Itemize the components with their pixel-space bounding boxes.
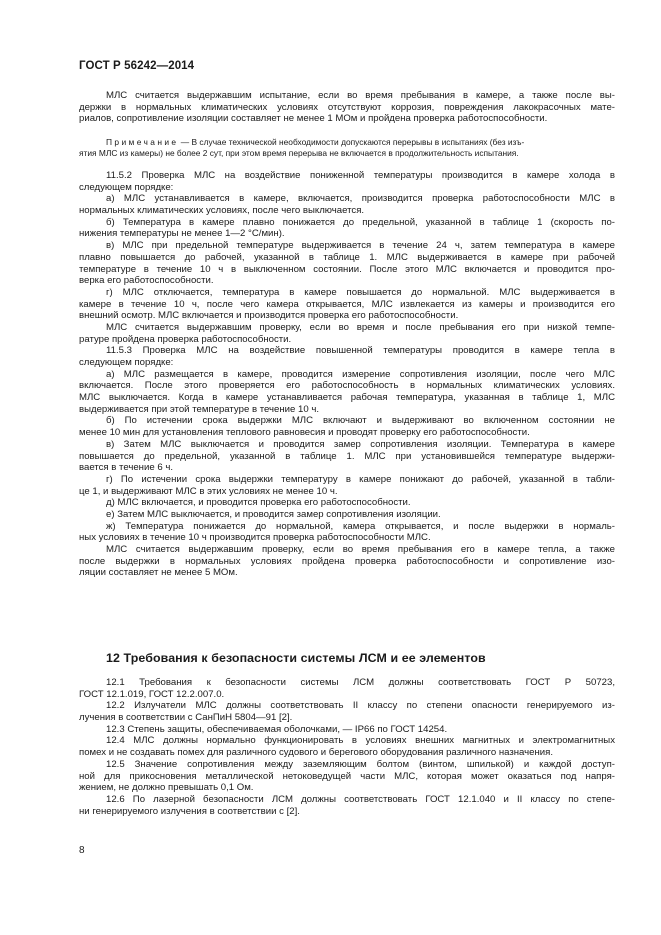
text-line: це 1, и выдерживают МЛС в этих условиях не менее 10 ч. [79,485,338,497]
paragraph [79,415,615,438]
text-line: после выдержки в нормальных условиях пройдена проверка работоспособности и сопротивление изо- [79,555,615,567]
text-line: нижения температуры не менее 1—2 °С/мин). [79,228,285,240]
text-line: следующем порядке: [79,357,174,368]
text-line: 11.5.2 Проверка МЛС на воздействие пониженной температуры производится в камере холода в [106,170,615,181]
section-12 [79,677,615,817]
paragraph [79,497,615,509]
paragraph [79,735,615,758]
paragraph [79,677,615,700]
text-line: нормальных климатических условиях, после чего выключается. [79,205,365,217]
paragraph [79,287,615,322]
paragraph [79,193,615,216]
text-line: выдерживается при этой температуре в течение 10 ч. [79,403,320,415]
text-line: в) МЛС при предельной температуре выдерживается в течение 24 ч, затем температура в камере [106,240,615,252]
text-line: МЛС считается выдержавшим проверку, если во время и после пребывания его при низкой темпе- [106,321,615,333]
text-line: лучения в соответствии с СанПиН 5804—91 [2]. [79,712,293,724]
text-line: ж) Температура понижается до нормальной, камера открывается, и после выдержки в нормаль- [106,520,615,532]
text-line: д) МЛС включается, и проводится проверка его работоспособности. [106,497,411,509]
paragraph [79,217,615,240]
paragraph [79,544,615,579]
text-line: 12.2 Излучатели МЛС должны соответствовать II классу по степени опасности генерируемого из- [106,700,615,712]
paragraph [79,369,615,416]
text-line: МЛС выключается. Когда в камере устанавливается рабочая температура, указанная в таблице 1, МЛС [79,392,615,404]
text-line: а) МЛС устанавливается в камере, включается, производится проверка работоспособности МЛС в [106,193,615,205]
paragraph [79,474,615,497]
text-line: повышается до предельной, указанной в таблице 1. МЛС при установившейся температуре выдержи- [79,450,615,462]
text-line: б) Температура в камере плавно понижается до предельной, указанной в таблице 1 (скорость по- [106,216,615,228]
text-line: жением, не должно превышать 0,1 Ом. [79,782,254,794]
note-text: — В случае технической необходимости допускаются перерывы в испытаниях (без изъ- [178,137,525,147]
paragraph [79,439,615,474]
text-line: ратуре пройдена проверка работоспособности. [79,333,292,345]
section-11-5 [79,170,615,579]
text-line: верка его работоспособности. [79,275,214,287]
text-line: г) МЛС отключается, температура в камере повышается до нормальной. МЛС выдерживается в [106,286,615,298]
paragraph [79,700,615,723]
paragraph [79,509,615,521]
text-line: 11.5.3 Проверка МЛС на воздействие повышенной температуры проводится в камере тепла в [106,345,615,357]
text-line: ни генерируемого излучения в соответствии с [2]. [79,805,300,817]
paragraph [79,521,615,544]
paragraph [79,794,615,817]
document-header: ГОСТ Р 56242—2014 [79,60,195,72]
text-line: г) По истечении срока выдержки температуру в камере понижают до рабочей, указанной в табли- [106,473,615,485]
text-line: ляции составляет не менее 5 МОм. [79,567,238,579]
text-line: б) По истечении срока выдержки МЛС включают и выдерживают во включенном состоянии не [106,415,615,427]
intro-paragraph [79,90,615,125]
text-line: держки в нормальных климатических условиях отсутствуют коррозия, повреждения лакокрасочных мате- [79,101,615,113]
text-line: 12.4 МЛС должны нормально функционировать в условиях внешних магнитных и электромагнитных [106,735,615,747]
text-line: плавно повышается до рабочей, указанной в таблице 1. МЛС выдерживается в камере при рабочей [79,251,615,263]
text-line: внешний осмотр. МЛС включается и производится проверка его работоспособности. [79,310,459,322]
text-line: МЛС считается выдержавшим испытание, если во время пребывания в камере, а также после вы- [106,90,615,101]
paragraph [79,322,615,345]
text-line: 12.1 Требования к безопасности системы ЛСМ должны соответствовать ГОСТ Р 50723, [106,677,615,688]
paragraph [79,724,615,736]
text-line: а) МЛС размещается в камере, проводится измерение сопротивления изоляции, после чего МЛС [106,368,615,380]
text-line: помех и не создавать помех для различного судового и берегового оборудования различного назначения. [79,747,554,759]
text-line: 12.6 По лазерной безопасности ЛСМ должны соответствовать ГОСТ 12.1.040 и II классу по степе- [106,793,615,805]
paragraph [79,345,615,368]
text-line: ной для прикосновения металлической нетоковедущей части МЛС, которая может оказаться под напря- [79,770,615,782]
section-heading: 12 Требования к безопасности системы ЛСМ и ее элементов [106,651,486,665]
text-line: ных условиях в течение 10 ч производится проверка работоспособности МЛС. [79,532,431,544]
text-line: следующем порядке: [79,181,174,193]
paragraph [79,170,615,193]
note-block [79,137,615,159]
text-line: 12.3 Степень защиты, обеспечиваемая оболочками, — IP66 по ГОСТ 14254. [106,723,448,735]
text-line: камере в течение 10 ч, после чего камера открывается, МЛС извлекается из камеры и производится его [79,298,615,310]
text-line: менее 10 мин для установления теплового равновесия и проводят проверку его работоспособности. [79,427,530,439]
text-line: 12.5 Значение сопротивления между заземляющим болтом (винтом, шпилькой) и каждой доступ- [106,758,615,770]
note-line [79,137,615,148]
text-line: в) Затем МЛС выключается и проводится замер сопротивления изоляции. Температура в камере [106,438,615,450]
note-label: Примечание [106,137,179,147]
note-line: ятия МЛС из камеры) не более 2 сут, при этом время перерыва не включается в продолжительность испытания. [79,148,519,158]
text-line: е) Затем МЛС выключается, и проводится замер сопротивления изоляции. [106,508,441,520]
text-line: температуре в течение 10 ч в выключенном состоянии. После этого МЛС включается и проводится про- [79,263,615,275]
page-number: 8 [79,845,85,856]
paragraph [79,240,615,287]
text-line: ГОСТ 12.1.019, ГОСТ 12.2.007.0. [79,688,225,700]
text-line: вается в течение 6 ч. [79,462,174,474]
text-line: включается. После этого проверяется его работоспособность в нормальных климатических условиях. [79,380,615,392]
paragraph [79,759,615,794]
text-line: риалов, сопротивление изоляции составляет не менее 1 МОм и пройдена проверка работоспособности. [79,113,548,125]
text-line: МЛС считается выдержавшим проверку, если во время пребывания его в камере тепла, а также [106,544,615,555]
